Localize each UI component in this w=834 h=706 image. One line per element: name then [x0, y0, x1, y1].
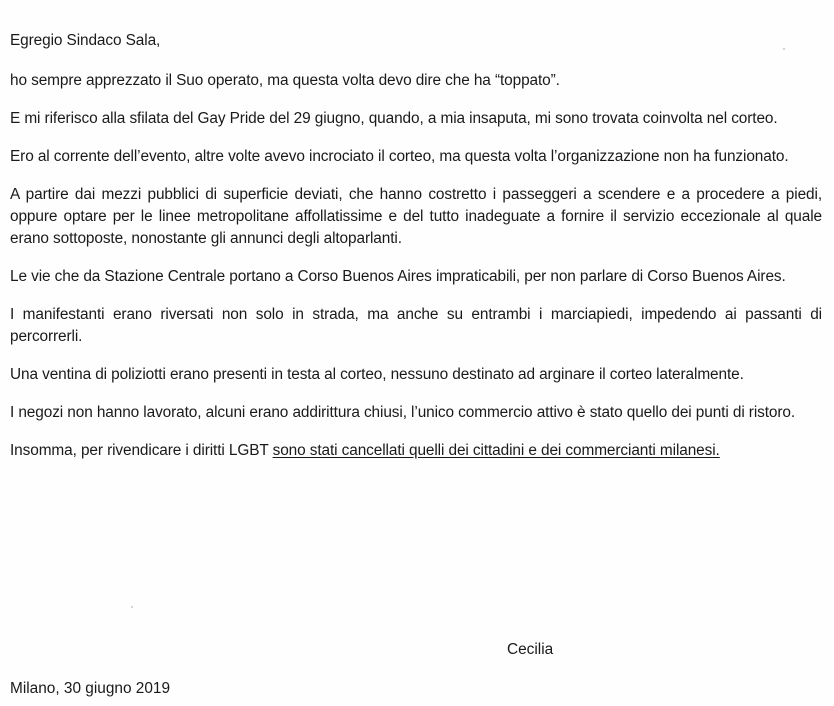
paragraph-3: Ero al corrente dell’evento, altre volte avevo incrociato il corteo, ma questa volta l’organizzazione non ha funzionato. — [10, 148, 789, 165]
scan-speck — [131, 606, 133, 608]
letter-body — [10, 30, 822, 478]
paragraph-4: A partire dai mezzi pubblici di superficie deviati, che hanno costretto i passeggeri a scendere e a procedere a piedi, oppure optare per le linee metropolitane affollatissime e del tutto inadeguate a fornire il servizio eccezionale al quale erano sottoposte, nonostante gli annunci degli altoparlanti. — [10, 186, 822, 247]
paragraph-8: I negozi non hanno lavorato, alcuni erano addirittura chiusi, l’unico commercio attivo è stato quello dei punti di ristoro. — [10, 404, 796, 421]
closing-plain-text: Insomma, per rivendicare i diritti LGBT — [10, 442, 273, 459]
place-date: Milano, 30 giugno 2019 — [10, 680, 171, 697]
paragraph-6: I manifestanti erano riversati non solo in strada, ma anche su entrambi i marciapiedi, impedendo ai passanti di percorrerli. — [10, 306, 822, 345]
paragraph-5: Le vie che da Stazione Centrale portano a Corso Buenos Aires impraticabili, per non parlare di Corso Buenos Aires. — [10, 268, 786, 285]
paragraph-7: Una ventina di poliziotti erano presenti in testa al corteo, nessuno destinato ad arginare il corteo lateralmente. — [10, 366, 744, 383]
signature: Cecilia — [507, 641, 554, 658]
closing-underlined-text: sono stati cancellati quelli dei cittadini e dei commercianti milanesi. — [272, 442, 720, 459]
paragraph-2: E mi riferisco alla sfilata del Gay Pride del 29 giugno, quando, a mia insaputa, mi sono trovata coinvolta nel corteo. — [10, 110, 778, 127]
letter-greeting: Egregio Sindaco Sala, — [10, 32, 161, 49]
scan-speck — [783, 48, 785, 50]
closing-paragraph — [10, 440, 822, 462]
paragraph-1: ho sempre apprezzato il Suo operato, ma questa volta devo dire che ha “toppato”. — [10, 72, 560, 89]
